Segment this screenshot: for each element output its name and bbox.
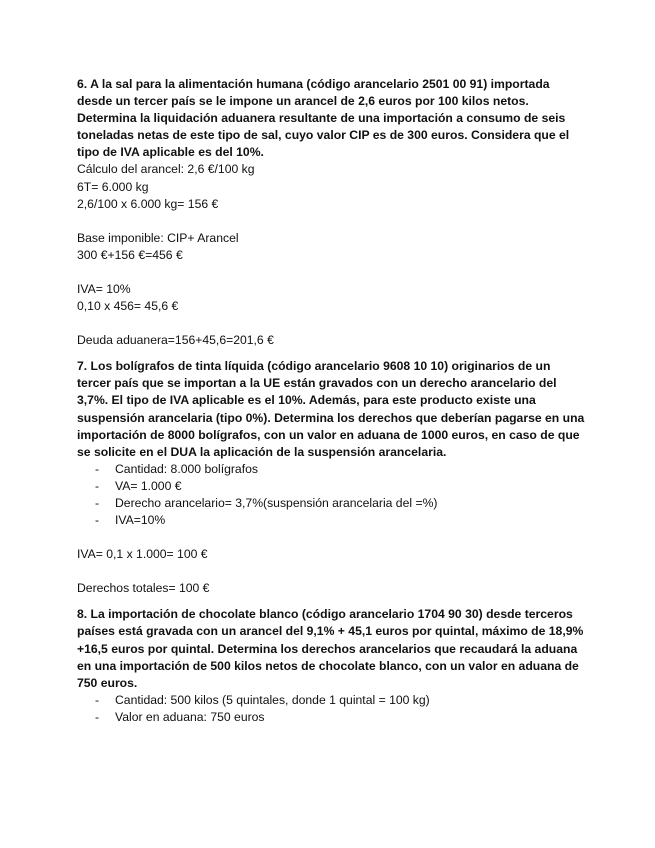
q6-line: Deuda aduanera=156+45,6=201,6 €: [77, 333, 274, 348]
list-item: - IVA=10%: [95, 512, 587, 529]
list-item: - Cantidad: 500 kilos (5 quintales, donde 1 quintal = 100 kg): [95, 692, 587, 709]
q6-line: Base imponible: CIP+ Arancel: [77, 230, 239, 245]
question-8-title: 8. La importación de chocolate blanco (código arancelario 1704 90 30) desde terceros países está gravada con un arancel del 9,1% + 45,1 euros por quintal, máximo de 18,9% +16,5 euros por quintal. Determina los derechos arancelarios que recaudará la aduana en una importación de 500 kilos netos de chocolate blanco, con un valor en aduana de 750 euros.: [77, 607, 584, 690]
list-item: - Cantidad: 8.000 bolígrafos: [95, 461, 587, 478]
question-6-title: 6. A la sal para la alimentación humana (código arancelario 2501 00 91) importada desde un tercer país se le impone un arancel de 2,6 euros por 100 kilos netos. Determina la liquidación aduanera resultante de una importación a consumo de seis toneladas netas de este tipo de sal, cuyo valor CIP es de 300 euros. Considera que el tipo de IVA aplicable es del 10%.: [77, 77, 570, 160]
q6-line: 300 €+156 €=456 €: [77, 247, 183, 262]
q7-total-line: Derechos totales= 100 €: [77, 581, 210, 596]
q6-line: 6T= 6.000 kg: [77, 179, 149, 194]
q6-line: Cálculo del arancel: 2,6 €/100 kg: [77, 162, 255, 177]
q7-bullet-list: [77, 461, 587, 529]
q6-line: 0,10 x 456= 45,6 €: [77, 299, 179, 314]
list-item: - Valor en aduana: 750 euros: [95, 709, 587, 726]
q6-line: 2,6/100 x 6.000 kg= 156 €: [77, 196, 219, 211]
question-7-title: 7. Los bolígrafos de tinta líquida (código arancelario 9608 10 10) originarios de un tercer país que se importan a la UE están gravados con un derecho arancelario del 3,7%. El tipo de IVA aplicable es el 10%. Además, para este producto existe una suspensión arancelaria (tipo 0%). Determina los derechos que deberían pagarse en una importación de 8000 bolígrafos, con un valor en aduana de 1000 euros, en caso de que se solicite en el DUA la aplicación de la suspensión arancelaria.: [77, 359, 585, 459]
list-item: - VA= 1.000 €: [95, 478, 587, 495]
q6-line: IVA= 10%: [77, 281, 131, 296]
document-page: [77, 76, 587, 726]
list-item: - Derecho arancelario= 3,7%(suspensión arancelaria del =%): [95, 495, 587, 512]
q7-iva-line: IVA= 0,1 x 1.000= 100 €: [77, 547, 208, 562]
q8-bullet-list: [77, 692, 587, 726]
